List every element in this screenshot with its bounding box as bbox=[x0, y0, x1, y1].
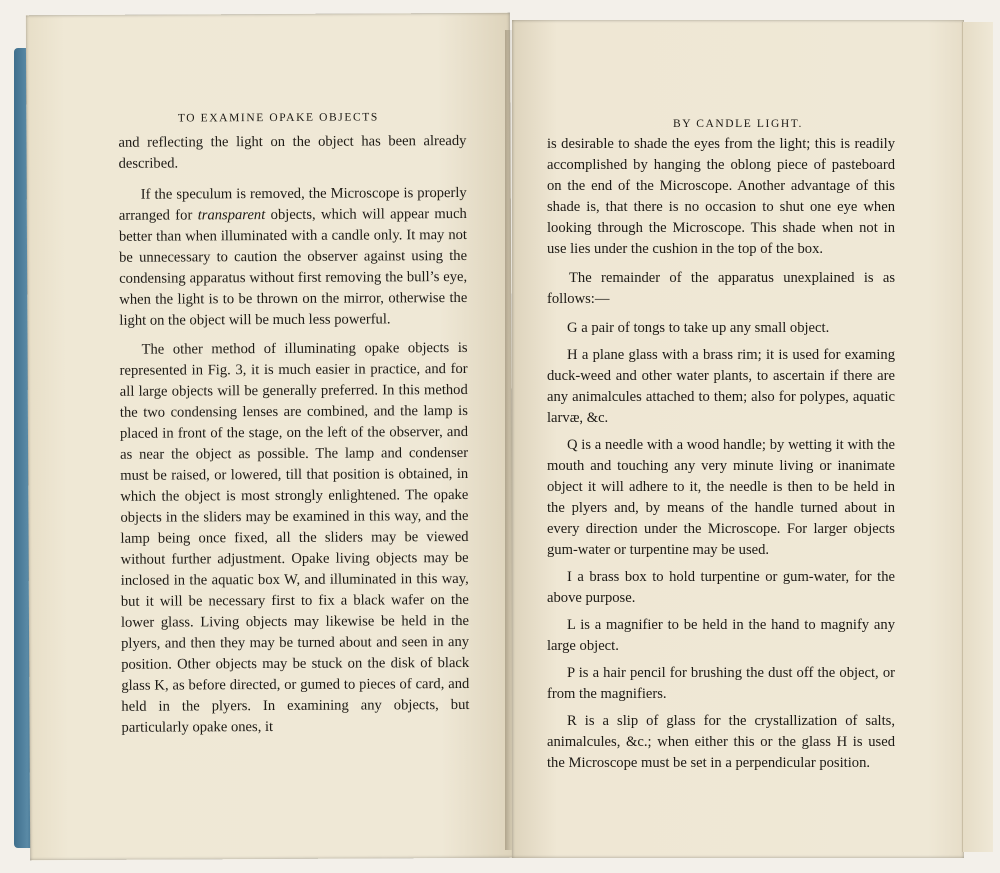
apparatus-item-p: P is a hair pencil for brushing the dust off the object, or from the magnifiers. bbox=[547, 665, 895, 702]
right-page-body bbox=[547, 134, 895, 780]
left-paragraph-1: and reflecting the light on the object has been already described. bbox=[118, 132, 467, 172]
right-page-header: BY CANDLE LIGHT. bbox=[672, 118, 804, 130]
apparatus-item-q: Q is a needle with a wood handle; by wetting it with the mouth and touching any very minute living or inanimate object it will adhere to it, the needle is then to be held in the plyers and, by means of the handle turned about in every direction under the Microscope. For larger objects gum-water or turpentine may be used. bbox=[547, 437, 895, 558]
next-page-edge bbox=[962, 22, 993, 852]
left-page-header: TO EXAMINE OPAKE OBJECTS bbox=[177, 111, 379, 125]
left-paragraph-2-start: If the speculum is removed, the Microscope is properly arranged for bbox=[118, 184, 467, 224]
left-paragraph-2-end: objects, which will appear much better than when illuminated with a candle only. It may not be unnecessary to caution the observer against using the condensing apparatus without first removing the bull’s eye, when the light is to be thrown on the mirror, otherwise the light on the object will be much less powerful. bbox=[118, 205, 468, 329]
apparatus-item-g: G a pair of tongs to take up any small object. bbox=[567, 320, 830, 336]
right-paragraph-2: The remainder of the apparatus unexplained is as follows:— bbox=[547, 270, 895, 307]
apparatus-item-h: H a plane glass with a brass rim; it is used for examing duck-weed and other water plants, to ascertain if there are any animalcules attached to them; also for polypes, aquatic larvæ, &c. bbox=[547, 347, 895, 426]
left-page-body bbox=[118, 131, 469, 747]
apparatus-item-r: R is a slip of glass for the crystallization of salts, animalcules, &c.; when either this or the glass H is used the Microscope must be set in a perpendicular position. bbox=[547, 713, 895, 771]
right-page bbox=[512, 20, 964, 858]
apparatus-item-l: L is a magnifier to be held in the hand to magnify any large object. bbox=[547, 617, 895, 654]
left-paragraph-2 bbox=[119, 183, 468, 332]
apparatus-item-i: I a brass box to hold turpentine or gum-water, for the above purpose. bbox=[547, 569, 895, 606]
left-paragraph-2-italic: transparent bbox=[197, 207, 266, 224]
left-page bbox=[26, 13, 514, 861]
left-paragraph-3: The other method of illuminating opake objects is represented in Fig. 3, it is much easier in practice, and for all large objects will be generally preferred. In this method the two condensing lenses are combined, and the lamp is placed in front of the stage, on the left of the observer, and as near the object as possible. The lamp and condenser must be raised, or lowered, till that position is obtained, in which the object is most strongly enlightened. The opake objects in the sliders may be examined in this way, and the lamp being once fixed, all the sliders may be viewed without further adjustment. Opake living objects may be inclosed in the aquatic box W, and illuminated in this way, but it will be necessary first to fix a black wafer on the lower glass. Living objects may likewise be held in the plyers, and then they may be turned about and seen in any position. Other objects may be stuck on the disk of black glass K, as before directed, or gumed to pieces of card, and held in the plyers. In examining any objects, but particularly opake ones, it bbox=[119, 339, 470, 736]
right-paragraph-1: is desirable to shade the eyes from the light; this is readily accomplished by hanging the oblong piece of pasteboard on the end of the Microscope. Another advantage of this shade is, that there is no occasion to shut one eye when looking through the Microscope. This shade when not in use lies under the cushion in the top of the box. bbox=[547, 136, 895, 257]
